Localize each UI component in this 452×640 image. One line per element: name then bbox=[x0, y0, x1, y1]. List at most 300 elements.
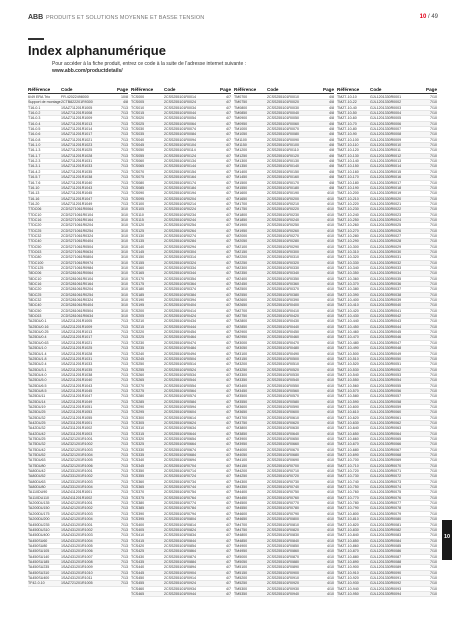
reference-cell: TM1700 bbox=[234, 201, 248, 206]
reference-cell: TMZ7-10-410 bbox=[337, 303, 359, 308]
page-cell: 4/7 bbox=[226, 196, 231, 201]
page-cell: 4/8 bbox=[329, 95, 334, 99]
page-cell: 4/10 bbox=[327, 282, 334, 287]
reference-cell: TM2400 bbox=[234, 276, 248, 281]
product-code-cell: 1SAZ211201R1028 bbox=[61, 351, 93, 356]
reference-cell: TM2100 bbox=[234, 244, 248, 249]
reference-cell: TA200DU135 bbox=[28, 501, 50, 506]
index-rows bbox=[234, 95, 334, 597]
reference-cell: TCS365 bbox=[131, 485, 145, 490]
page-cell: 3/10 bbox=[121, 239, 128, 244]
page-cell: 7/10 bbox=[430, 100, 437, 105]
reference-cell: TM3450 bbox=[234, 388, 248, 393]
header-reference: Référence bbox=[337, 87, 360, 92]
reference-cell: TMZ7-10-270 bbox=[337, 228, 359, 233]
page-cell: 3/10 bbox=[121, 308, 128, 313]
page-cell: 4/10 bbox=[327, 559, 334, 564]
product-code-cell: GJL1201330R0075 bbox=[370, 490, 402, 495]
reference-cell: TMZ7-10-90 bbox=[337, 132, 357, 137]
header-page: Page bbox=[117, 87, 128, 92]
product-code-cell: 2CSS255101R0414 bbox=[164, 308, 196, 313]
reference-cell: TM4000 bbox=[234, 447, 248, 452]
page-cell: 4/7 bbox=[226, 490, 231, 495]
product-code-cell: GJL1201330R0029 bbox=[370, 244, 402, 249]
product-code-cell: 2CSS255101R0874 bbox=[164, 554, 196, 559]
product-code-cell: 2CSS255101R0224 bbox=[164, 207, 196, 212]
reference-cell: T16-2.3 bbox=[28, 159, 41, 164]
reference-cell: TM1150 bbox=[234, 143, 247, 148]
product-code-cell: GJL1201330R0008 bbox=[370, 132, 402, 137]
reference-cell: TCS385 bbox=[131, 506, 145, 511]
page-cell: 4/10 bbox=[327, 410, 334, 415]
page-cell: 7/10 bbox=[430, 591, 437, 596]
header-page: Page bbox=[426, 87, 437, 92]
product-code-cell: 2CSS255101R0104 bbox=[164, 143, 196, 148]
page-cell: 7/10 bbox=[430, 260, 437, 265]
product-code-cell: 2CSS255101R0294 bbox=[164, 244, 196, 249]
reference-cell: TM4500 bbox=[234, 501, 248, 506]
header-page: Page bbox=[323, 87, 334, 92]
reference-cell: TA75DU80 bbox=[28, 463, 46, 468]
reference-cell: T7DC06 bbox=[28, 207, 42, 212]
page-cell: 4/7 bbox=[226, 298, 231, 303]
reference-cell: T16-0.6 bbox=[28, 132, 41, 137]
reference-cell: TA25DU4.0 bbox=[28, 372, 47, 377]
page-cell: 7/13 bbox=[121, 442, 128, 447]
product-code-cell: 2CSS255101R0650 bbox=[267, 437, 299, 441]
page-cell: 7/10 bbox=[430, 153, 437, 158]
product-code-cell: GJL1201330R0077 bbox=[370, 501, 402, 506]
product-code-cell: GJL1201330R0056 bbox=[370, 388, 402, 393]
product-code-cell: 2CSS255101R0374 bbox=[164, 287, 196, 292]
page-cell: 4/10 bbox=[327, 575, 334, 580]
page-cell: 4/8 bbox=[329, 132, 334, 137]
product-code-cell: 1SAZ421201R1004 bbox=[61, 517, 93, 522]
page-cell: 7/10 bbox=[430, 565, 437, 570]
page-cell: 4/7 bbox=[226, 260, 231, 265]
reference-cell: TCS440 bbox=[131, 565, 145, 570]
product-code-cell: GJL1201330R0004 bbox=[370, 111, 402, 116]
reference-cell: TCS350 bbox=[131, 469, 145, 474]
product-code-cell: 2CSS255101R0590 bbox=[267, 404, 299, 409]
page-cell: 4/7 bbox=[226, 351, 231, 356]
page-cell: 4/7 bbox=[226, 570, 231, 575]
product-code-cell: 2CSS255101R0194 bbox=[164, 191, 196, 196]
product-code-cell: 2CSS255101R0850 bbox=[267, 543, 299, 548]
product-code-cell: GJL1201330R0081 bbox=[370, 522, 402, 527]
product-code-cell: GJL1201330R0073 bbox=[370, 479, 402, 484]
product-code-cell: 2CSS255101R0184 bbox=[164, 185, 196, 190]
reference-cell: TMZ7-10-880 bbox=[337, 554, 359, 559]
page-separator: / bbox=[426, 14, 432, 20]
reference-cell: TA25DU6.5 bbox=[28, 383, 47, 388]
reference-cell: TM4050 bbox=[234, 453, 248, 458]
product-code-cell: 2CSS255101R0330 bbox=[267, 266, 299, 270]
page-cell: 4/10 bbox=[327, 201, 334, 206]
reference-cell: TMZ7-10-400 bbox=[337, 298, 359, 303]
header-code: Code bbox=[164, 87, 176, 92]
reference-cell: TCS025 bbox=[131, 121, 145, 126]
product-code-cell: GJL1201330R0053 bbox=[370, 372, 402, 377]
reference-cell: TA25DU2.4 bbox=[28, 362, 47, 367]
reference-cell: TMZ7-10-170 bbox=[337, 175, 359, 180]
product-code-cell: GJL1201330R0039 bbox=[370, 298, 402, 303]
page-cell: 4/7 bbox=[226, 495, 231, 500]
product-code-cell: 2CSS255101R0404 bbox=[164, 303, 196, 308]
product-code-cell: 2CSS255101R0764 bbox=[164, 495, 196, 500]
page-cell: 4/7 bbox=[226, 479, 231, 484]
product-code-cell: GJL1201330R0066 bbox=[370, 442, 402, 447]
reference-cell: TCS200 bbox=[131, 308, 145, 313]
product-code-cell: 1SAZ211201R1009 bbox=[61, 324, 93, 329]
product-code-cell: 1SAZ711201R1021 bbox=[61, 137, 93, 142]
page-cell: 7/10 bbox=[430, 255, 437, 260]
page-cell: 4/10 bbox=[327, 533, 334, 538]
page-cell: 4/10 bbox=[327, 249, 334, 254]
reference-cell: T16-0.3 bbox=[28, 116, 41, 121]
page-cell: 4/7 bbox=[226, 372, 231, 377]
product-code-cell: 2CDS271061R0504 bbox=[61, 244, 94, 249]
product-code-cell: 2CSS255101R0484 bbox=[164, 346, 196, 351]
page-cell: 7/10 bbox=[430, 169, 437, 174]
reference-cell: TMZ7-10-650 bbox=[337, 431, 359, 436]
product-code-cell: 1SAZ211201R1005 bbox=[61, 319, 93, 324]
reference-cell: T16-0.5 bbox=[28, 127, 41, 132]
product-code-cell: GJL1201330R0067 bbox=[370, 447, 402, 452]
page-cell: 3/10 bbox=[121, 314, 128, 319]
page-cell: 7/13 bbox=[121, 506, 128, 511]
product-code-cell: 2CSS255101R0034 bbox=[164, 105, 196, 110]
page-cell: 7/13 bbox=[121, 565, 128, 570]
product-code-cell: 2CSS255101R0600 bbox=[267, 410, 299, 415]
reference-cell: T16-0.8 bbox=[28, 137, 41, 142]
page-cell: 7/10 bbox=[430, 303, 437, 308]
reference-cell: TA25DU0.63 bbox=[28, 340, 49, 345]
product-code-cell: 2CSS255101R0134 bbox=[164, 159, 196, 164]
product-code-cell: 1SAZ711201R1045 bbox=[61, 191, 93, 196]
page-cell: 7/13 bbox=[121, 517, 128, 522]
reference-cell: TCS380 bbox=[131, 501, 145, 506]
product-code-cell: 1SAZ311201R1003 bbox=[61, 431, 93, 436]
reference-cell: TM2450 bbox=[234, 282, 248, 287]
product-code-cell: 1SAZ421201R1003 bbox=[61, 511, 93, 516]
reference-cell: TMZ7-10-260 bbox=[337, 223, 359, 228]
product-code-cell: 2CSS255101R0924 bbox=[164, 581, 196, 586]
reference-cell: TM2600 bbox=[234, 298, 248, 303]
page-cell: 7/10 bbox=[430, 266, 437, 270]
product-code-cell: 1SAZ211201R1047 bbox=[61, 394, 93, 399]
reference-cell: TA450SU80 bbox=[28, 543, 48, 548]
reference-cell: TMZ7-10-730 bbox=[337, 474, 359, 479]
page-cell: 7/10 bbox=[430, 388, 437, 393]
page-header bbox=[0, 14, 452, 26]
page-cell: 4/7 bbox=[226, 533, 231, 538]
page-cell: 4/10 bbox=[327, 207, 334, 212]
reference-cell: TA450SU235 bbox=[28, 565, 50, 570]
reference-cell: TM0850 bbox=[234, 111, 248, 116]
product-code-cell: 1SAZ711201R1031 bbox=[61, 159, 93, 164]
page-cell: 7/13 bbox=[121, 559, 128, 564]
reference-cell: TMZ7-10-900 bbox=[337, 565, 359, 570]
page-cell: 4/10 bbox=[327, 522, 334, 527]
page-cell: 4/7 bbox=[226, 586, 231, 591]
product-code-cell: 2CSS255101R0334 bbox=[164, 266, 196, 270]
product-code-cell: 2CSS255101R0510 bbox=[267, 362, 299, 367]
reference-cell: TA75DU52 bbox=[28, 453, 46, 458]
reference-cell: TMZ7-10-950 bbox=[337, 591, 359, 596]
page-cell: 4/10 bbox=[327, 324, 334, 329]
product-code-cell: 1SAZ431201R1001 bbox=[61, 522, 93, 527]
reference-cell: TCS055 bbox=[131, 153, 145, 158]
column-header bbox=[28, 86, 128, 94]
product-code-cell: GJL1201330R0060 bbox=[370, 410, 402, 415]
product-code-cell: 1SAZ431201R1010 bbox=[61, 570, 93, 575]
page-cell: 4/7 bbox=[226, 159, 231, 164]
page-total: 49 bbox=[431, 14, 438, 20]
product-code-cell: 2CSS255101R0070 bbox=[267, 127, 299, 132]
page-cell: 4/7 bbox=[226, 175, 231, 180]
page-cell: 7/13 bbox=[121, 127, 128, 132]
reference-cell: TCS395 bbox=[131, 517, 145, 522]
page-cell: 7/10 bbox=[430, 116, 437, 121]
reference-cell: TM2250 bbox=[234, 260, 248, 265]
reference-cell: TA25DU19 bbox=[28, 404, 46, 409]
product-code-cell: GJL1201330R0006 bbox=[370, 121, 402, 126]
product-code-cell: 1SAZ311201R1001 bbox=[61, 420, 93, 425]
page-cell: 7/13 bbox=[121, 479, 128, 484]
reference-cell: TM3700 bbox=[234, 415, 248, 420]
page-cell: 4/7 bbox=[226, 485, 231, 490]
page-cell: 4/10 bbox=[327, 372, 334, 377]
product-code-cell: 1SAZ211201R1033 bbox=[61, 362, 93, 367]
reference-cell: TM2700 bbox=[234, 308, 248, 313]
product-code-cell: 2CDS281061R0634 bbox=[61, 314, 94, 319]
product-code-cell: GJL1201330R0050 bbox=[370, 356, 402, 361]
page-cell: 3/10 bbox=[121, 271, 128, 276]
product-code-cell: 2CSS255101R0290 bbox=[267, 244, 299, 249]
reference-cell: TMZ7-10-150 bbox=[337, 164, 359, 169]
reference-cell: TCS130 bbox=[131, 233, 145, 238]
product-code-cell: GJL1201330R0044 bbox=[370, 324, 402, 329]
product-code-cell: 1SAZ211201R1049 bbox=[61, 399, 93, 404]
page-cell: 4/8 bbox=[329, 143, 334, 148]
page-cell: 7/13 bbox=[121, 153, 128, 158]
product-code-cell: 2CSS255101R0830 bbox=[267, 533, 299, 538]
page-cell: 4/10 bbox=[327, 565, 334, 570]
reference-cell: TCS150 bbox=[131, 255, 145, 260]
reference-cell: TM1500 bbox=[234, 180, 248, 185]
product-code-cell: 2CSS255101R0390 bbox=[267, 298, 299, 303]
page-cell: 4/7 bbox=[226, 164, 231, 169]
page-cell: 4/10 bbox=[327, 212, 334, 217]
reference-cell: TA450SU140 bbox=[28, 554, 50, 559]
reference-cell: TMZ7-10-360 bbox=[337, 276, 359, 281]
product-code-cell: 1SAZ321201R1002 bbox=[61, 442, 93, 447]
reference-cell: T7DC16 bbox=[28, 217, 42, 222]
reference-cell: TMZ7-10-620 bbox=[337, 415, 359, 420]
reference-cell: TM1800 bbox=[234, 212, 248, 217]
reference-cell: T8DC40 bbox=[28, 303, 42, 308]
page-cell: 4/10 bbox=[327, 581, 334, 586]
product-details-link[interactable]: www.abb.com/productdetails/ bbox=[52, 67, 123, 74]
page-cell: 7/13 bbox=[121, 330, 128, 335]
product-code-cell: 2CSS255101R0150 bbox=[267, 169, 299, 174]
product-code-cell: GJL1201330R0036 bbox=[370, 282, 402, 287]
product-code-cell: 1SAZ211201R1038 bbox=[61, 372, 93, 377]
page-cell: 4/7 bbox=[226, 554, 231, 559]
product-code-cell: 2CSS255101R0834 bbox=[164, 533, 196, 538]
product-code-cell: GJL1201330R0079 bbox=[370, 511, 402, 516]
page-cell: 7/13 bbox=[121, 437, 128, 441]
reference-cell: TCS340 bbox=[131, 458, 145, 463]
reference-cell: TA42DU25 bbox=[28, 420, 46, 425]
product-code-cell: 2CSS255101R0634 bbox=[164, 426, 196, 431]
reference-cell: TCS260 bbox=[131, 372, 145, 377]
product-code-cell: 1SAZ431201R1008 bbox=[61, 559, 93, 564]
reference-cell: TMZ7-10-330 bbox=[337, 260, 359, 265]
page-cell: 7/10 bbox=[430, 367, 437, 372]
page-cell: 4/7 bbox=[226, 239, 231, 244]
page-cell: 3/10 bbox=[121, 217, 128, 222]
page-cell: 7/13 bbox=[121, 143, 128, 148]
product-code-cell: GJL1201330R0089 bbox=[370, 565, 402, 570]
reference-cell: TMZ7-10-420 bbox=[337, 308, 359, 313]
section-tab-label: 10 bbox=[443, 534, 451, 540]
product-code-cell: 2CSS255101R0890 bbox=[267, 565, 299, 570]
page-cell: 7/13 bbox=[121, 426, 128, 431]
reference-cell: TM2200 bbox=[234, 255, 248, 260]
reference-cell: TCS185 bbox=[131, 292, 145, 297]
reference-cell: TM0900 bbox=[234, 116, 248, 121]
reference-cell: TCS040 bbox=[131, 137, 145, 142]
page-cell: 7/13 bbox=[121, 201, 128, 206]
page-cell: 7/13 bbox=[121, 116, 128, 121]
product-code-cell: 2CSS255101R0644 bbox=[164, 431, 196, 436]
page-cell: 7/10 bbox=[430, 517, 437, 522]
product-code-cell: 2CSS255101R0024 bbox=[164, 100, 196, 105]
page-cell: 4/7 bbox=[226, 410, 231, 415]
product-code-cell: 1SAZ211201R1017 bbox=[61, 335, 93, 340]
reference-cell: TM1350 bbox=[234, 164, 248, 169]
page-cell: 3/10 bbox=[121, 244, 128, 249]
reference-cell: TMZ7-10-310 bbox=[337, 249, 359, 254]
reference-cell: TMZ7-10-180 bbox=[337, 180, 359, 185]
reference-cell: TMZ7-10-810 bbox=[337, 517, 359, 522]
product-code-cell: 2CSS255101R0114 bbox=[164, 148, 196, 153]
header-code: Code bbox=[267, 87, 279, 92]
reference-cell: TMZ7-10-250 bbox=[337, 217, 359, 222]
reference-cell: TCS295 bbox=[131, 410, 145, 415]
reference-cell: TCS100 bbox=[131, 201, 145, 206]
product-code-cell: 2CSS255101R0064 bbox=[164, 121, 196, 126]
product-code-cell: GJL1201330R0086 bbox=[370, 549, 402, 554]
reference-cell: T7DC100 bbox=[28, 260, 44, 265]
reference-cell: TCS030 bbox=[131, 127, 145, 132]
product-code-cell: GJL1201330R0078 bbox=[370, 506, 402, 511]
reference-cell: T8DC06 bbox=[28, 271, 42, 276]
page-cell: 7/13 bbox=[121, 463, 128, 468]
product-code-cell: GJL1201330R0047 bbox=[370, 340, 402, 345]
product-code-cell: 1SAZ711201R1033 bbox=[61, 164, 93, 169]
product-code-cell: GJL1201330R0026 bbox=[370, 228, 402, 233]
page-cell: 4/10 bbox=[327, 399, 334, 404]
page-cell: 7/10 bbox=[430, 244, 437, 249]
product-code-cell: 2CSS255101R0574 bbox=[164, 394, 196, 399]
reference-cell: TCS270 bbox=[131, 383, 145, 388]
reference-cell: TMZ7-10-680 bbox=[337, 447, 359, 452]
reference-cell: TMZ7-10-450 bbox=[337, 324, 359, 329]
page-cell: 4/10 bbox=[327, 378, 334, 383]
page-cell: 4/7 bbox=[226, 233, 231, 238]
product-code-cell: GJL1201330R0025 bbox=[370, 223, 402, 228]
page-cell: 4/10 bbox=[327, 527, 334, 532]
page-cell: 7/10 bbox=[430, 217, 437, 222]
product-code-cell: GJL1201330R0072 bbox=[370, 474, 402, 479]
product-code-cell: 2CSS255101R0324 bbox=[164, 260, 196, 265]
product-code-cell: 2CSS255101R0540 bbox=[267, 378, 299, 383]
reference-cell: TCS370 bbox=[131, 490, 145, 495]
product-code-cell: 2CSS255101R0824 bbox=[164, 527, 196, 532]
page-cell: 4/10 bbox=[327, 517, 334, 522]
reference-cell: T8DC10 bbox=[28, 276, 42, 281]
index-column-4 bbox=[337, 86, 437, 597]
page-cell: 7/10 bbox=[430, 431, 437, 436]
product-code-cell: 1SAZ421201R1002 bbox=[61, 506, 93, 511]
page-cell: 4/8 bbox=[123, 100, 128, 105]
page-cell: 4/7 bbox=[226, 378, 231, 383]
reference-cell: TM4250 bbox=[234, 474, 248, 479]
page-cell: 7/10 bbox=[430, 442, 437, 447]
reference-cell: TM4400 bbox=[234, 490, 248, 495]
reference-cell: TCS230 bbox=[131, 340, 145, 345]
page-cell: 4/10 bbox=[327, 260, 334, 265]
page-cell: 4/8 bbox=[329, 180, 334, 185]
product-code-cell: 2CSS255101R0410 bbox=[267, 308, 299, 313]
page-cell: 4/7 bbox=[226, 404, 231, 409]
page-cell: 7/10 bbox=[430, 223, 437, 228]
page-cell: 7/10 bbox=[430, 351, 437, 356]
reference-cell: TMZ7-10-60 bbox=[337, 116, 357, 121]
reference-cell: TCS235 bbox=[131, 346, 145, 351]
product-code-cell: 2CSS255101R0760 bbox=[267, 495, 299, 500]
page-cell: 7/13 bbox=[121, 527, 128, 532]
reference-cell: TMZ7-10-910 bbox=[337, 570, 359, 575]
reference-cell: TCS195 bbox=[131, 303, 145, 308]
product-code-cell: 2CSS255101R0620 bbox=[267, 420, 299, 425]
page-cell: 4/7 bbox=[226, 575, 231, 580]
reference-cell: TMZ7-10-350 bbox=[337, 271, 359, 276]
reference-cell: TCS125 bbox=[131, 228, 145, 233]
reference-cell: TMZ7-10-70 bbox=[337, 121, 357, 126]
page-cell: 7/10 bbox=[430, 330, 437, 335]
product-code-cell: 2CSS255101R0360 bbox=[267, 282, 299, 287]
page-cell: 4/7 bbox=[226, 463, 231, 468]
page-cell: 3/10 bbox=[121, 266, 128, 270]
product-code-cell: GJL1201330R0005 bbox=[370, 116, 402, 121]
reference-cell: TA25DU0.16 bbox=[28, 324, 49, 329]
reference-cell: T16-20 bbox=[28, 201, 40, 206]
reference-cell: TCS430 bbox=[131, 554, 145, 559]
reference-cell: T16-5.7 bbox=[28, 175, 41, 180]
reference-cell: TM2350 bbox=[234, 271, 248, 276]
page-cell: 4/10 bbox=[327, 276, 334, 281]
page-cell: 7/13 bbox=[121, 575, 128, 580]
reference-cell: TM2650 bbox=[234, 303, 248, 308]
product-code-cell: GJL1201330R0021 bbox=[370, 201, 402, 206]
product-code-cell: 1SAZ711201R1028 bbox=[61, 153, 93, 158]
page-cell: 4/7 bbox=[226, 228, 231, 233]
reference-cell: TCS070 bbox=[131, 169, 145, 174]
